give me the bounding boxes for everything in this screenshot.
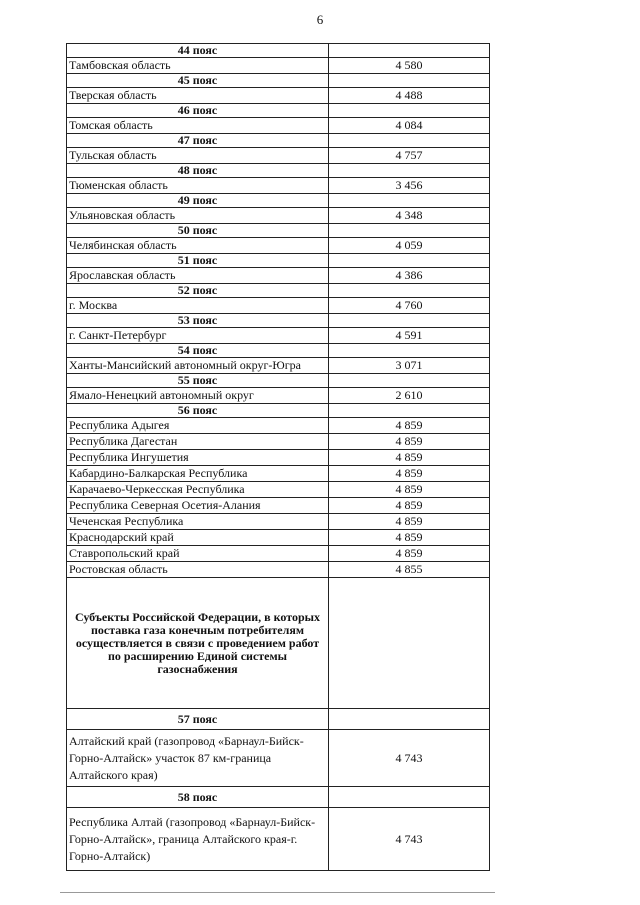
region-name: Тверская область <box>67 88 329 104</box>
region-name: Ханты-Мансийский автономный округ-Югра <box>67 358 329 374</box>
zone-value-empty <box>329 164 490 178</box>
zone-value-empty <box>329 194 490 208</box>
gas-price-table <box>66 43 490 871</box>
table-row <box>67 482 490 498</box>
table-row <box>67 498 490 514</box>
region-name: Республика Северная Осетия-Алания <box>67 498 329 514</box>
zone-label: 55 пояс <box>67 374 329 388</box>
price-value: 4 859 <box>329 498 490 514</box>
zone-value-empty <box>329 104 490 118</box>
price-value: 3 071 <box>329 358 490 374</box>
zone-label: 48 пояс <box>67 164 329 178</box>
zone-header-row <box>67 284 490 298</box>
zone-label: 56 пояс <box>67 404 329 418</box>
region-name: Краснодарский край <box>67 530 329 546</box>
region-name: Тамбовская область <box>67 58 329 74</box>
table-body <box>67 44 490 871</box>
section-heading: Субъекты Российской Федерации, в которых поставка газа конечным потребителям осуществляется в связи с проведением работ по расширению Единой системы газоснабжения <box>67 578 329 709</box>
region-name: Ульяновская область <box>67 208 329 224</box>
region-name: Республика Ингушетия <box>67 450 329 466</box>
zone-header-row <box>67 74 490 88</box>
price-value: 2 610 <box>329 388 490 404</box>
zone-label: 50 пояс <box>67 224 329 238</box>
table-row <box>67 358 490 374</box>
price-value: 4 743 <box>329 730 490 787</box>
table-row <box>67 434 490 450</box>
zone-label: 44 пояс <box>67 44 329 58</box>
price-value: 4 580 <box>329 58 490 74</box>
table-row <box>67 178 490 194</box>
price-value: 4 859 <box>329 514 490 530</box>
price-value: 4 757 <box>329 148 490 164</box>
price-value: 4 591 <box>329 328 490 344</box>
table-row <box>67 208 490 224</box>
zone-header-row <box>67 314 490 328</box>
zone-value-empty <box>329 374 490 388</box>
zone-value-empty <box>329 284 490 298</box>
price-value: 4 859 <box>329 466 490 482</box>
table-row <box>67 148 490 164</box>
zone-label: 46 пояс <box>67 104 329 118</box>
zone-header-row <box>67 404 490 418</box>
region-name: Республика Дагестан <box>67 434 329 450</box>
region-name: Республика Алтай (газопровод «Барнаул-Бийск-Горно-Алтайск», граница Алтайского края-г. Горно-Алтайск) <box>67 808 329 871</box>
table-row <box>67 58 490 74</box>
page-bottom-rule <box>60 892 495 893</box>
table-row <box>67 418 490 434</box>
zone-label: 52 пояс <box>67 284 329 298</box>
price-value: 4 743 <box>329 808 490 871</box>
region-name: Республика Адыгея <box>67 418 329 434</box>
region-name: Кабардино-Балкарская Республика <box>67 466 329 482</box>
table-row <box>67 546 490 562</box>
zone-label: 58 пояс <box>67 787 329 808</box>
table-row <box>67 514 490 530</box>
table-row <box>67 730 490 787</box>
zone-label: 57 пояс <box>67 709 329 730</box>
table-row <box>67 466 490 482</box>
zone-header-row <box>67 164 490 178</box>
region-name: Ростовская область <box>67 562 329 578</box>
price-value: 4 386 <box>329 268 490 284</box>
price-value: 4 859 <box>329 418 490 434</box>
zone-header-row <box>67 254 490 268</box>
region-name: Тюменская область <box>67 178 329 194</box>
zone-header-row <box>67 44 490 58</box>
table-row <box>67 388 490 404</box>
zone-value-empty <box>329 44 490 58</box>
price-value: 4 760 <box>329 298 490 314</box>
price-value: 4 855 <box>329 562 490 578</box>
table-row <box>67 238 490 254</box>
price-value: 4 859 <box>329 434 490 450</box>
region-name: г. Санкт-Петербург <box>67 328 329 344</box>
zone-header-row <box>67 344 490 358</box>
region-name: Ярославская область <box>67 268 329 284</box>
table-row <box>67 298 490 314</box>
region-name: Ямало-Ненецкий автономный округ <box>67 388 329 404</box>
zone-header-row <box>67 709 490 730</box>
zone-value-empty <box>329 787 490 808</box>
zone-label: 54 пояс <box>67 344 329 358</box>
price-value: 4 859 <box>329 450 490 466</box>
zone-header-row <box>67 104 490 118</box>
zone-header-row <box>67 374 490 388</box>
table-row <box>67 808 490 871</box>
zone-value-empty <box>329 134 490 148</box>
zone-value-empty <box>329 709 490 730</box>
zone-header-row <box>67 194 490 208</box>
region-name: Карачаево-Черкесская Республика <box>67 482 329 498</box>
zone-label: 51 пояс <box>67 254 329 268</box>
zone-label: 49 пояс <box>67 194 329 208</box>
zone-value-empty <box>329 344 490 358</box>
zone-header-row <box>67 224 490 238</box>
zone-label: 47 пояс <box>67 134 329 148</box>
zone-value-empty <box>329 404 490 418</box>
region-name: Челябинская область <box>67 238 329 254</box>
region-name: Тульская область <box>67 148 329 164</box>
table-row <box>67 118 490 134</box>
table-row <box>67 88 490 104</box>
region-name: Томская область <box>67 118 329 134</box>
zone-value-empty <box>329 254 490 268</box>
zone-header-row <box>67 787 490 808</box>
price-value: 4 859 <box>329 530 490 546</box>
price-value: 4 859 <box>329 482 490 498</box>
region-name: г. Москва <box>67 298 329 314</box>
zone-header-row <box>67 134 490 148</box>
zone-value-empty <box>329 224 490 238</box>
region-name: Алтайский край (газопровод «Барнаул-Бийск-Горно-Алтайск» участок 87 км-граница Алтайского края) <box>67 730 329 787</box>
zone-value-empty <box>329 314 490 328</box>
table-row <box>67 450 490 466</box>
zone-label: 45 пояс <box>67 74 329 88</box>
table-row <box>67 328 490 344</box>
section-value-empty <box>329 578 490 709</box>
price-value: 3 456 <box>329 178 490 194</box>
price-value: 4 084 <box>329 118 490 134</box>
table-row <box>67 562 490 578</box>
page-number: 6 <box>316 12 324 27</box>
table-row <box>67 268 490 284</box>
region-name: Ставропольский край <box>67 546 329 562</box>
price-value: 4 488 <box>329 88 490 104</box>
section-heading-row <box>67 578 490 709</box>
zone-value-empty <box>329 74 490 88</box>
zone-label: 53 пояс <box>67 314 329 328</box>
price-value: 4 859 <box>329 546 490 562</box>
region-name: Чеченская Республика <box>67 514 329 530</box>
price-value: 4 059 <box>329 238 490 254</box>
price-value: 4 348 <box>329 208 490 224</box>
table-row <box>67 530 490 546</box>
